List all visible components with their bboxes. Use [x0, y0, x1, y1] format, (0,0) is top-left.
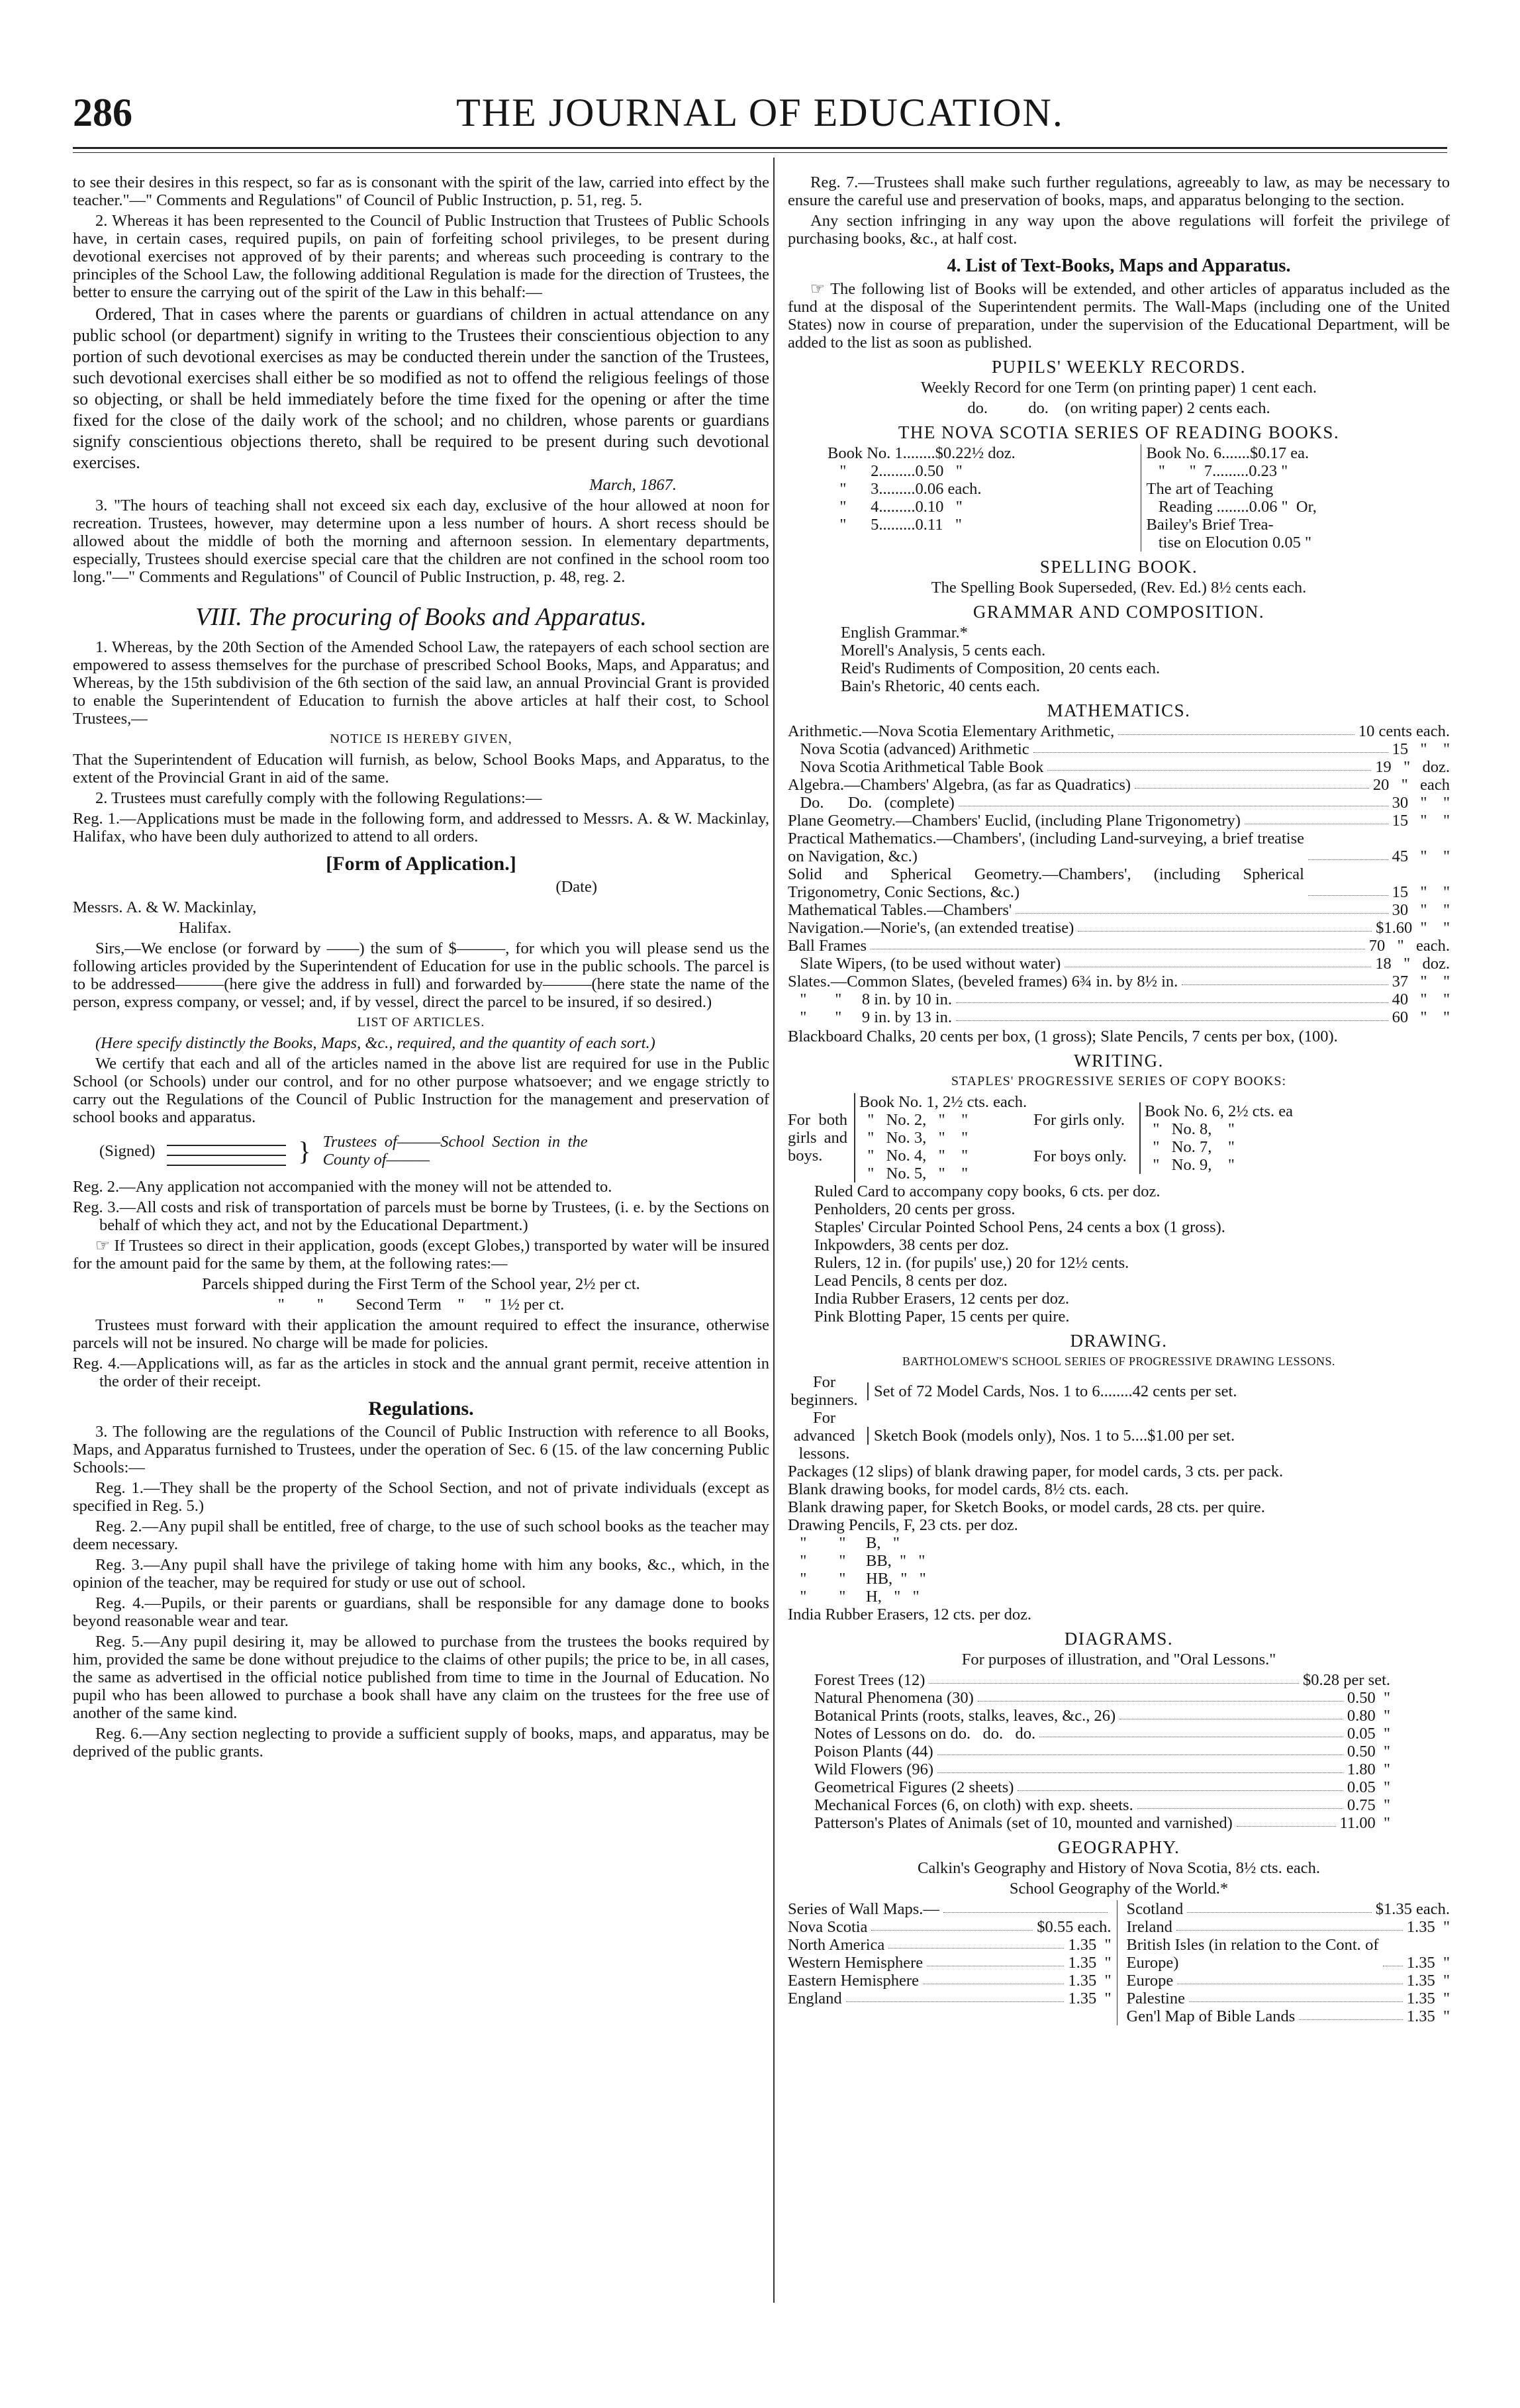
- map-row: [788, 1900, 1112, 1918]
- category-heading: SPELLING BOOK.: [1039, 557, 1198, 577]
- map-row: [788, 1972, 1112, 1990]
- leader-dots: [1018, 1790, 1343, 1791]
- map-row: [1127, 1972, 1450, 1990]
- reader-line: Reading ........0.06 " Or,: [1146, 498, 1317, 516]
- map-row: [1127, 1918, 1450, 1936]
- math-row: [788, 1008, 1450, 1026]
- math-row: [788, 937, 1450, 955]
- item-label: Series of Wall Maps.—: [788, 1900, 939, 1918]
- copy-books: [788, 1093, 1450, 1182]
- math-row: [788, 919, 1450, 937]
- item-line: Calkin's Geography and History of Nova Scotia, 8½ cts. each.: [918, 1859, 1320, 1877]
- header-rule-thin: [73, 152, 1447, 153]
- item-label: " " 8 in. by 10 in.: [788, 990, 952, 1008]
- item-price: 15 " ": [1392, 740, 1450, 758]
- trustees-line: Trustees of———School Section in the County of———: [322, 1133, 588, 1169]
- drawing-line: Blank drawing paper, for Sketch Books, or model cards, 28 cts. per quire.: [788, 1498, 1265, 1516]
- rate-line: Parcels shipped during the First Term of the School year, 2½ per ct.: [202, 1275, 640, 1293]
- map-row: [788, 1954, 1112, 1972]
- leader-dots: [956, 1020, 1388, 1021]
- diagram-row: [814, 1743, 1390, 1760]
- item-price: 1.35 ": [1406, 1990, 1450, 2007]
- map-row: [788, 1918, 1112, 1936]
- category-heading: PUPILS' WEEKLY RECORDS.: [992, 357, 1246, 377]
- writing-list: [788, 1182, 1450, 1325]
- reader-line: " 2.........0.50 ": [828, 462, 963, 480]
- writing-line: Inkpowders, 38 cents per doz.: [814, 1236, 1009, 1254]
- drawing-line: Drawing Pencils, F, 23 cts. per doz.: [788, 1516, 1018, 1534]
- leader-dots: [846, 2001, 1065, 2002]
- item-price: 30 " ": [1392, 794, 1450, 812]
- section-heading: 4. List of Text-Books, Maps and Apparatus.: [947, 256, 1291, 276]
- diagram-row: [814, 1707, 1390, 1725]
- leader-dots: [937, 1772, 1343, 1773]
- leader-dots: [1237, 1826, 1336, 1827]
- copy-books-a: [854, 1093, 1027, 1182]
- math-row: [788, 973, 1450, 990]
- item-label: Botanical Prints (roots, stalks, leaves, &c., 26): [814, 1707, 1116, 1725]
- diagram-row: [814, 1725, 1390, 1743]
- item-label: Notes of Lessons on do. do. do.: [814, 1725, 1036, 1743]
- paragraph: (Here specify distinctly the Books, Maps, &c., required, and the quantity of each sort.): [95, 1034, 655, 1052]
- diagram-row: [814, 1671, 1390, 1689]
- item-label: Poison Plants (44): [814, 1743, 933, 1760]
- reader-line: " " 7.........0.23 ": [1146, 462, 1288, 480]
- leader-dots: [1187, 1912, 1372, 1913]
- item-price: 37 " ": [1392, 973, 1450, 990]
- regulations-heading: Regulations.: [368, 1398, 474, 1420]
- leader-dots: [943, 1912, 1108, 1913]
- reader-line: Book No. 6.......$0.17 ea.: [1146, 444, 1309, 462]
- leader-dots: [1016, 913, 1388, 914]
- item-line: Weekly Record for one Term (on printing paper) 1 cent each.: [921, 379, 1317, 397]
- copy-label: For both girls and boys.: [788, 1111, 847, 1165]
- drawing-line: " " B, ": [788, 1534, 900, 1552]
- category-heading: GEOGRAPHY.: [1057, 1837, 1180, 1857]
- paragraph: to see their desires in this respect, so far as is consonant with the spirit of the law, carried into effect by the teacher."—" Comments and Regulations" of Council of Public Instruction, p. 51, reg. 5.: [73, 173, 769, 209]
- map-row: [1127, 1936, 1450, 1972]
- regulation: Reg. 2.—Any application not accompanied with the money will not be attended to.: [73, 1178, 612, 1196]
- item-label: Mathematical Tables.—Chambers': [788, 901, 1012, 919]
- copy-book-line: " No. 8, ": [1145, 1120, 1235, 1138]
- copy-book-line: " No. 7, ": [1145, 1137, 1235, 1156]
- paragraph: We certify that each and all of the articles named in the above list are required for use in the Public School (or Schools) under our control, and for no other purpose whatsoever; and we engage strictly to carry out the Regulations of the Council of Public Instruction for the management and preservation of school books and apparatus.: [73, 1055, 769, 1126]
- item-price: 1.35 ": [1068, 1972, 1112, 1990]
- item-label: Wild Flowers (96): [814, 1760, 934, 1778]
- leader-dots: [1189, 2001, 1403, 2002]
- regulation: Reg. 7.—Trustees shall make such further regulations, agreeably to law, as may be necessary to ensure the careful use and preservation of books, maps, and apparatus belonging to the section.: [788, 173, 1450, 209]
- math-row: [788, 901, 1450, 919]
- math-row: [788, 776, 1450, 794]
- item-price: 1.35 ": [1068, 1936, 1112, 1954]
- paragraph: 3. The following are the regulations of the Council of Public Instruction with reference to all Books, Maps, and Apparatus furnished to Trustees, under the operation of Sec. 6 (15. of the law concerning Public Schools:—: [73, 1423, 769, 1476]
- series-heading: BARTHOLOMEW'S SCHOOL SERIES OF PROGRESSIVE DRAWING LESSONS.: [902, 1355, 1336, 1368]
- leader-dots: [888, 1948, 1064, 1949]
- reader-line: tise on Elocution 0.05 ": [1146, 534, 1312, 552]
- category-heading: MATHEMATICS.: [1047, 700, 1191, 720]
- item-price: 20 " each: [1372, 776, 1450, 794]
- math-row: [788, 812, 1450, 830]
- grammar-line: Bain's Rhetoric, 40 cents each.: [841, 677, 1041, 695]
- item-price: 0.50 ": [1347, 1689, 1390, 1707]
- column-divider: [773, 158, 775, 2303]
- item-label: Palestine: [1126, 1990, 1185, 2007]
- page-number: 286: [73, 91, 132, 134]
- item-price: 11.00 ": [1339, 1814, 1390, 1832]
- wall-maps-right: [1127, 1900, 1450, 2025]
- drawing-line: Packages (12 slips) of blank drawing paper, for model cards, 3 cts. per pack.: [788, 1463, 1284, 1480]
- leader-dots: [1135, 788, 1369, 789]
- reader-line: The art of Teaching: [1146, 480, 1274, 498]
- item-price: 1.80 ": [1347, 1760, 1390, 1778]
- item-line: For purposes of illustration, and "Oral Lessons.": [961, 1651, 1276, 1668]
- reader-line: Book No. 1........$0.22½ doz.: [828, 444, 1016, 462]
- item-label: Slate Wipers, (to be used without water): [788, 955, 1061, 973]
- grammar-line: Morell's Analysis, 5 cents each.: [841, 642, 1046, 659]
- drawing-line: " " HB, " ": [788, 1570, 926, 1588]
- leader-dots: [929, 1683, 1299, 1684]
- item-label: Nova Scotia (advanced) Arithmetic: [788, 740, 1029, 758]
- item-price: 0.05 ": [1347, 1778, 1390, 1796]
- paragraph: Any section infringing in any way upon the above regulations will forfeit the privilege of purchasing books, &c., at half cost.: [788, 212, 1450, 248]
- item-price: 1.35 ": [1406, 1972, 1450, 1990]
- readers-left: [828, 444, 1131, 552]
- drawing-beginners: [788, 1373, 1450, 1409]
- paragraph: That the Superintendent of Education will furnish, as below, School Books Maps, and Apparatus, to the extent of the Provincial Grant in aid of the same.: [73, 751, 769, 787]
- regulation: Reg. 4.—Applications will, as far as the articles in stock and the annual grant permit, receive attention in the order of their receipt.: [73, 1355, 769, 1390]
- item-line: The Spelling Book Superseded, (Rev. Ed.) 8½ cents each.: [931, 579, 1307, 597]
- journal-title: THE JOURNAL OF EDUCATION.: [456, 91, 1064, 134]
- paragraph: 2. Whereas it has been represented to the Council of Public Instruction that Trustees of Public Schools have, in certain cases, required pupils, on pain of forfeiting school privileges, to be present during devotional exercises not approved of by their parents; and whereas such proceeding is contrary to the principles of the School Law, the following additional Regulation is made for the direction of Trustees, the better to ensure the carrying out of the spirit of the Law in this behalf:—: [73, 212, 769, 301]
- item-price: 30 " ": [1392, 901, 1450, 919]
- category-heading: DIAGRAMS.: [1064, 1629, 1174, 1649]
- item-label: Western Hemisphere: [788, 1954, 924, 1972]
- drawing-line: " " H, " ": [788, 1588, 920, 1606]
- copy-label: For boys only.: [1033, 1147, 1127, 1165]
- mathematics-list: [788, 722, 1450, 1026]
- regulation: Reg. 3.—All costs and risk of transportation of parcels must be borne by Trustees, (i. e. by the Sections on behalf of which they act, and not by the Educational Department.): [73, 1198, 769, 1234]
- page-header: [73, 86, 1447, 146]
- item-label: North America: [788, 1936, 885, 1954]
- copy-book-line: " No. 2, " ": [859, 1111, 969, 1129]
- item-label: Europe: [1126, 1972, 1174, 1990]
- form-body: Sirs,—We enclose (or forward by ——) the sum of $———, for which you will please send us the following articles provided by the Superintendent of Education for use in the public schools. The parcel is to be addressed———(here give the address in full) and forwarded by———(here state the name of the person, express company, or vessel; and, if by vessel, direct the parcel to be insured, if so desired.): [73, 939, 769, 1011]
- item-label: Arithmetic.—Nova Scotia Elementary Arithmetic,: [788, 722, 1115, 740]
- writing-line: Ruled Card to accompany copy books, 6 cts. per doz.: [814, 1182, 1161, 1200]
- drawing-line: " " BB, " ": [788, 1552, 926, 1570]
- notice-line: NOTICE IS HEREBY GIVEN,: [330, 732, 512, 746]
- note: ☞ If Trustees so direct in their application, goods (except Globes,) transported by water will be insured for the amount paid for the same by them, at the following rates:—: [73, 1237, 769, 1273]
- math-row: [788, 722, 1450, 740]
- writing-line: Lead Pencils, 8 cents per doz.: [814, 1272, 1008, 1290]
- copy-book-line: Book No. 1, 2½ cts. each.: [859, 1093, 1027, 1111]
- item-label: Nova Scotia Arithmetical Table Book: [788, 758, 1044, 776]
- reader-line: " 3.........0.06 each.: [828, 480, 982, 498]
- item-price: 10 cents each.: [1358, 722, 1450, 740]
- item-price: 1.35 ": [1406, 2007, 1450, 2025]
- item-label: Forest Trees (12): [814, 1671, 926, 1689]
- reader-line: Bailey's Brief Trea-: [1146, 516, 1274, 534]
- copy-labels: [1033, 1111, 1133, 1165]
- item-price: 0.05 ": [1347, 1725, 1390, 1743]
- copy-book-line: " No. 4, " ": [859, 1147, 969, 1165]
- address-line: Halifax.: [179, 919, 232, 937]
- series-heading: STAPLES' PROGRESSIVE SERIES OF COPY BOOKS:: [951, 1074, 1287, 1088]
- diagram-row: [814, 1760, 1390, 1778]
- header-rule: [73, 147, 1447, 149]
- leader-dots: [1308, 895, 1388, 896]
- item-price: 1.35 ": [1068, 1990, 1112, 2007]
- wall-maps-left: [788, 1900, 1117, 2025]
- writing-line: Pink Blotting Paper, 15 cents per quire.: [814, 1308, 1070, 1325]
- item-price: 18 " doz.: [1375, 955, 1450, 973]
- copy-book-line: " No. 5, " ": [859, 1165, 969, 1182]
- item-label: Patterson's Plates of Animals (set of 10, mounted and varnished): [814, 1814, 1233, 1832]
- leader-dots: [1308, 859, 1388, 860]
- leader-dots: [1299, 2019, 1403, 2020]
- paragraph: 3. "The hours of teaching shall not exceed six each day, exclusive of the hour allowed at noon for recreation. Trustees, however, may determine upon a less number of hours. A short recess should be allowed about the middle of both the morning and afternoon session. In elementary departments, especially, Trustees should exercise special care that the children are not confined in the school room too long."—" Comments and Regulations" of Council of Public Instruction, p. 48, reg. 2.: [73, 497, 769, 586]
- drawing-line: India Rubber Erasers, 12 cts. per doz.: [788, 1606, 1032, 1623]
- paragraph: ☞ The following list of Books will be extended, and other articles of apparatus included as the fund at the disposal of the Superintendent permits. The Wall-Maps (including one of the United States) now in course of preparation, under the supervision of the Educational Department, will be added to the list as soon as published.: [788, 280, 1450, 352]
- item-label: Navigation.—Norie's, (an extended treatise): [788, 919, 1074, 937]
- date-line: March, 1867.: [589, 476, 677, 494]
- item-label: Plane Geometry.—Chambers' Euclid, (including Plane Trigonometry): [788, 812, 1241, 830]
- item-price: 0.75 ": [1347, 1796, 1390, 1814]
- form-date: (Date): [555, 878, 597, 896]
- copy-book-line: " No. 9, ": [1145, 1155, 1235, 1174]
- copy-book-line: Book No. 6, 2½ cts. ea: [1145, 1102, 1293, 1120]
- item-label: Nova Scotia: [788, 1918, 868, 1936]
- item-label: Algebra.—Chambers' Algebra, (as far as Quadratics): [788, 776, 1131, 794]
- regulation: Reg. 5.—Any pupil desiring it, may be allowed to purchase from the trustees the books required by him, provided the same be done without prejudice to the claims of other pupils; the price to be, in all cases, the same as advertised in the official notice published from time to time in the Journal of Education. No pupil who has been allowed to purchase a book shall have any claim on the trustees for the free use of another of the same kind.: [73, 1633, 769, 1722]
- item-label: Natural Phenomena (30): [814, 1689, 974, 1707]
- paragraph: 2. Trustees must carefully comply with the following Regulations:—: [95, 789, 542, 807]
- diagrams-list: [788, 1671, 1450, 1832]
- item-label: Gen'l Map of Bible Lands: [1126, 2007, 1296, 2025]
- copy-books-b: [1139, 1102, 1293, 1174]
- category-heading: THE NOVA SCOTIA SERIES OF READING BOOKS.: [898, 422, 1340, 442]
- regulation: Reg. 3.—Any pupil shall have the privilege of taking home with him any books, &c., which, in the opinion of the teacher, may be required for study or use out of school.: [73, 1556, 769, 1592]
- regulation: Reg. 1.—Applications must be made in the following form, and addressed to Messrs. A. & W. Mackinlay, Halifax, who have been duly authorized to attend to all orders.: [73, 810, 769, 845]
- item-label: Ireland: [1126, 1918, 1172, 1936]
- signature-block: [99, 1133, 769, 1169]
- math-row: [788, 740, 1450, 758]
- math-row: [788, 955, 1450, 973]
- item-price: 1.35 ": [1406, 1954, 1450, 1972]
- leader-dots: [1033, 752, 1388, 753]
- category-heading: GRAMMAR AND COMPOSITION.: [973, 602, 1265, 622]
- leader-dots: [956, 1002, 1388, 1003]
- signed-label: (Signed): [99, 1141, 156, 1160]
- item-price: 15 " ": [1392, 883, 1450, 901]
- item-price: $0.55 each.: [1037, 1918, 1112, 1936]
- left-column: [73, 173, 769, 1763]
- signature-lines: [167, 1136, 286, 1166]
- item-line: do. do. (on writing paper) 2 cents each.: [967, 399, 1270, 417]
- paragraph: Trustees must forward with their application the amount required to effect the insurance, otherwise parcels will not be insured. No charge will be made for policies.: [73, 1316, 769, 1352]
- map-row: [1127, 1990, 1450, 2007]
- math-row: [788, 830, 1450, 865]
- item-price: $1.35 each.: [1375, 1900, 1450, 1918]
- category-heading: DRAWING.: [1070, 1331, 1168, 1351]
- draw-label: For beginners.: [790, 1373, 858, 1409]
- category-heading: WRITING.: [1074, 1051, 1164, 1071]
- paragraph: 1. Whereas, by the 20th Section of the Amended School Law, the ratepayers of each school section are empowered to assess themselves for the purchase of prescribed School Books, Maps, and Apparatus; and Whereas, by the 15th subdivision of the 6th section of the said law, an annual Provincial Grant is provided to enable the Superintendent of Education to furnish the above articles at half their cost, to School Trustees,—: [73, 638, 769, 728]
- leader-dots: [871, 1930, 1033, 1931]
- form-heading: [Form of Application.]: [326, 853, 516, 875]
- reader-line: " 4.........0.10 ": [828, 498, 963, 516]
- item-line: Blackboard Chalks, 20 cents per box, (1 gross); Slate Pencils, 7 cents per box, (100).: [788, 1028, 1338, 1045]
- math-row: [788, 794, 1450, 812]
- item-label: Practical Mathematics.—Chambers', (including Land-surveying, a brief treatise on Navigation, &c.): [788, 830, 1309, 865]
- item-price: $1.60 " ": [1376, 919, 1450, 937]
- writing-line: Staples' Circular Pointed School Pens, 24 cents a box (1 gross).: [814, 1218, 1225, 1236]
- item-price: 60 " ": [1392, 1008, 1450, 1026]
- item-price: 1.35 ": [1068, 1954, 1112, 1972]
- brace: }: [298, 1135, 311, 1166]
- item-price: 15 " ": [1392, 812, 1450, 830]
- item-label: Geometrical Figures (2 sheets): [814, 1778, 1014, 1796]
- item-label: Solid and Spherical Geometry.—Chambers', (including Spherical Trigonometry, Conic Sections, &c.): [788, 865, 1308, 901]
- item-price: 0.80 ": [1347, 1707, 1390, 1725]
- math-row: [788, 865, 1450, 901]
- grammar-list: [788, 624, 1450, 695]
- reading-books: [788, 444, 1450, 552]
- leader-dots: [978, 1701, 1343, 1702]
- drawing-advanced: [788, 1409, 1450, 1463]
- item-price: $0.28 per set.: [1303, 1671, 1390, 1689]
- map-row: [788, 1990, 1112, 2007]
- math-row: [788, 990, 1450, 1008]
- item-price: 1.35 ": [1406, 1918, 1450, 1936]
- item-price: 19 " doz.: [1375, 758, 1450, 776]
- drawing-line: Blank drawing books, for model cards, 8½ cts. each.: [788, 1480, 1129, 1498]
- item-price: 40 " ": [1392, 990, 1450, 1008]
- item-label: Do. Do. (complete): [788, 794, 955, 812]
- writing-line: Rulers, 12 in. (for pupils' use,) 20 for 12½ cents.: [814, 1254, 1129, 1272]
- section-heading: VIII. The procuring of Books and Apparatus.: [195, 603, 647, 631]
- item-label: Scotland: [1126, 1900, 1184, 1918]
- item-label: Ball Frames: [788, 937, 867, 955]
- right-column: [788, 173, 1450, 2025]
- item-label: " " 9 in. by 13 in.: [788, 1008, 952, 1026]
- item-label: England: [788, 1990, 842, 2007]
- math-row: [788, 758, 1450, 776]
- item-price: 0.50 ": [1347, 1743, 1390, 1760]
- regulation: Reg. 2.—Any pupil shall be entitled, free of charge, to the use of such school books as the teacher may deem necessary.: [73, 1517, 769, 1553]
- rate-line: " " Second Term " " 1½ per ct.: [277, 1296, 565, 1314]
- leader-dots: [1078, 931, 1372, 932]
- item-label: Eastern Hemisphere: [788, 1972, 919, 1990]
- item-label: Mechanical Forces (6, on cloth) with exp. sheets.: [814, 1796, 1133, 1814]
- drawing-list: [788, 1463, 1450, 1623]
- map-row: [1127, 1900, 1450, 1918]
- draw-label: For advanced lessons.: [793, 1409, 855, 1463]
- copy-label: For girls only.: [1033, 1110, 1125, 1129]
- leader-dots: [1047, 770, 1371, 771]
- map-row: [1127, 2007, 1450, 2025]
- leader-dots: [1137, 1808, 1343, 1809]
- item-price: 45 " ": [1392, 847, 1450, 865]
- regulation: Reg. 1.—They shall be the property of the School Section, and not of private individuals (except as specified in Reg. 5.): [73, 1479, 769, 1515]
- paragraph: Ordered, That in cases where the parents or guardians of children in actual attendance on any public school (or department) signify in writing to the Trustees their conscientious objection to any portion of such devotional exercises as may be conducted therein under the sanction of the Trustees, such devotional exercises shall either be so modified as not to offend the religious feelings of those so objecting, or shall be held immediately before the time fixed for the opening or after the time fixed for the close of the daily work of the school; and no children, whose parents or guardians signify conscientious objections thereto, shall be required to be present during such devotional exercises.: [73, 305, 769, 472]
- writing-line: Penholders, 20 cents per gross.: [814, 1200, 1016, 1218]
- address-line: Messrs. A. & W. Mackinlay,: [73, 898, 257, 916]
- diagram-row: [814, 1796, 1390, 1814]
- copy-book-line: " No. 3, " ": [859, 1129, 969, 1147]
- item-label: British Isles (in relation to the Cont. of Europe): [1126, 1936, 1383, 1972]
- list-heading: LIST OF ARTICLES.: [357, 1015, 485, 1030]
- item-line: School Geography of the World.*: [1009, 1880, 1229, 1898]
- reader-line: " 5.........0.11 ": [828, 516, 962, 534]
- writing-line: India Rubber Erasers, 12 cents per doz.: [814, 1290, 1070, 1308]
- grammar-line: English Grammar.*: [841, 624, 968, 642]
- leader-dots: [1176, 1930, 1403, 1931]
- item-label: Slates.—Common Slates, (beveled frames) 6¾ in. by 8½ in.: [788, 973, 1178, 990]
- draw-item: Set of 72 Model Cards, Nos. 1 to 6........42 cents per set.: [867, 1382, 1237, 1400]
- regulation: Reg. 6.—Any section neglecting to provide a sufficient supply of books, maps, and apparatus, may be deprived of the public grants.: [73, 1725, 769, 1760]
- diagram-row: [814, 1814, 1390, 1832]
- diagram-row: [814, 1689, 1390, 1707]
- readers-right: [1141, 444, 1450, 552]
- draw-item: Sketch Book (models only), Nos. 1 to 5....$1.00 per set.: [867, 1427, 1235, 1445]
- leader-dots: [1118, 734, 1354, 735]
- map-row: [788, 1936, 1112, 1954]
- diagram-row: [814, 1778, 1390, 1796]
- regulation: Reg. 4.—Pupils, or their parents or guardians, shall be responsible for any damage done to books beyond reasonable wear and tear.: [73, 1594, 769, 1630]
- wall-maps: [788, 1900, 1450, 2025]
- grammar-line: Reid's Rudiments of Composition, 20 cents each.: [841, 659, 1161, 677]
- item-price: 70 " each.: [1368, 937, 1450, 955]
